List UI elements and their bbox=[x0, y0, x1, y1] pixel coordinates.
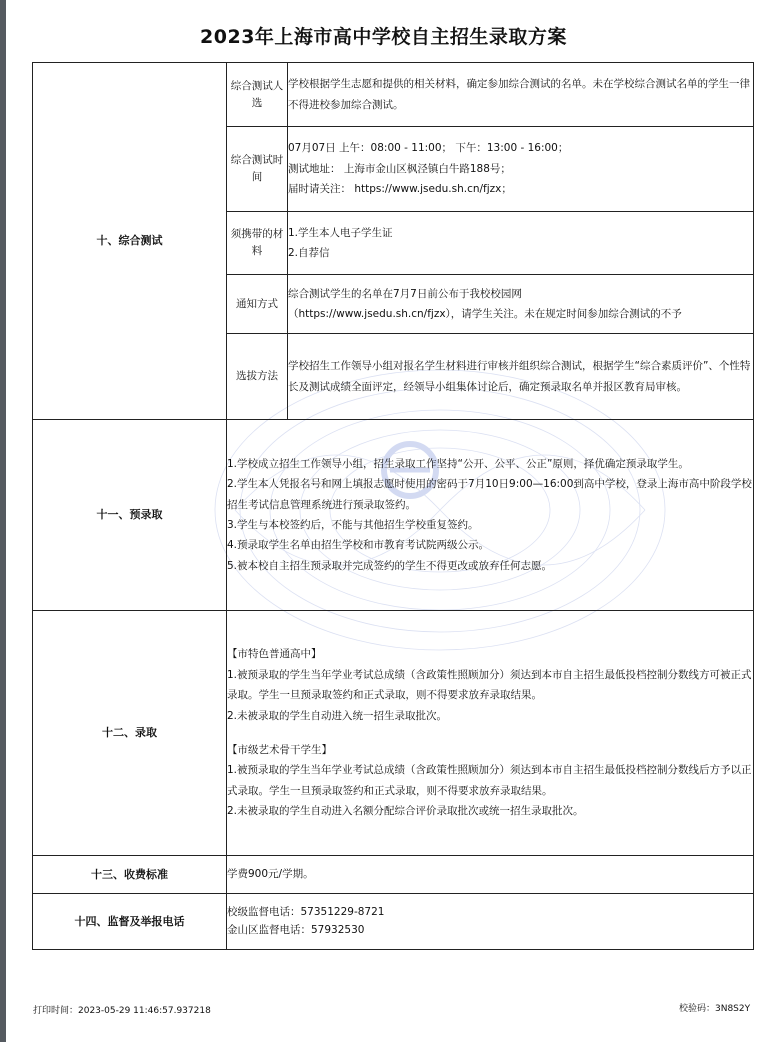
phone-district: 金山区监督电话：57932530 bbox=[227, 923, 365, 936]
text-line: 4.预录取学生名单由招生学校和市教育考试院两级公示。 bbox=[227, 539, 490, 552]
text-line: 07月07日 上午：08:00 - 11:00； 下午：13:00 - 16:00； bbox=[288, 142, 569, 155]
section-10-label: 十、综合测试 bbox=[33, 63, 227, 420]
section-12-label: 十二、录取 bbox=[33, 611, 227, 856]
section-13-content: 学费900元/学期。 bbox=[227, 856, 754, 894]
text-line: 学校招生工作领导小组对报名学生材料进行审核并组织综合测试，根据学生“综合素质评价”、个性特长及测试成绩全面评定，经领导小组集体讨论后，确定预录取名单并报区教育局审核。 bbox=[288, 360, 751, 393]
check-code: 校验码：3N8S2Y bbox=[679, 1004, 751, 1014]
document-title: 2023年上海市高中学校自主招生录取方案 bbox=[200, 26, 567, 48]
viewer-left-edge bbox=[0, 0, 6, 1042]
s10-row5-label: 选拔方法 bbox=[227, 334, 288, 420]
text-line: 3.学生与本校签约后，不能与其他招生学校重复签约。 bbox=[227, 519, 479, 531]
text-line: 2.自荐信 bbox=[288, 247, 330, 259]
text-line: 测试地址： 上海市金山区枫泾镇白牛路188号； bbox=[288, 162, 511, 175]
section-11-content bbox=[227, 420, 754, 611]
text-line: 5.被本校自主招生预录取并完成签约的学生不得更改或放弃任何志愿。 bbox=[227, 559, 553, 572]
text-line: 1.被预录取的学生当年学业考试总成绩（含政策性照顾加分）须达到本市自主招生最低投档控制分数线方可被正式录取。学生一旦预录取签约和正式录取，则不得要求放弃录取结果。 bbox=[227, 668, 752, 702]
s10-row3-label: 须携带的材料 bbox=[227, 212, 288, 275]
spacer bbox=[227, 726, 753, 740]
s10-row1-content bbox=[288, 63, 754, 127]
s10-row3-content bbox=[288, 212, 754, 275]
s10-row2-label: 综合测试时间 bbox=[227, 127, 288, 212]
admission-plan-table bbox=[32, 62, 754, 950]
text-line: 1.学校成立招生工作领导小组，招生录取工作坚持“公开、公平、公正”原则，择优确定预录取学生。 bbox=[227, 457, 689, 470]
text-line: 届时请关注： https://www.jsedu.sh.cn/fjzx； bbox=[288, 183, 512, 196]
text-line: （https://www.jsedu.sh.cn/fjzx），请学生关注。未在规定时间参加综合测试的不予 bbox=[288, 308, 682, 320]
section-14-content bbox=[227, 894, 754, 950]
phone-school: 校级监督电话：57351229-8721 bbox=[227, 905, 385, 918]
section-11-label: 十一、预录取 bbox=[33, 420, 227, 611]
text-line: 综合测试学生的名单在7月7日前公布于我校校园网 bbox=[288, 287, 522, 300]
s10-row4-label: 通知方式 bbox=[227, 275, 288, 334]
section-12-content bbox=[227, 611, 754, 856]
group-heading: 【市特色普通高中】 bbox=[227, 648, 322, 661]
section-14-label: 十四、监督及举报电话 bbox=[33, 894, 227, 950]
group-heading: 【市级艺术骨干学生】 bbox=[227, 744, 332, 756]
section-13-label: 十三、收费标准 bbox=[33, 856, 227, 894]
text-line: 学校根据学生志愿和提供的相关材料，确定参加综合测试的名单。未在学校综合测试名单的学生一律不得进校参加综合测试。 bbox=[288, 78, 750, 111]
print-time: 打印时间：2023-05-29 11:46:57.937218 bbox=[33, 1006, 211, 1016]
text-line: 1.被预录取的学生当年学业考试总成绩（含政策性照顾加分）须达到本市自主招生最低投档控制分数线后方予以正式录取。学生一旦预录取签约和正式录取，则不得要求放弃录取结果。 bbox=[227, 764, 752, 797]
text-line: 2.学生本人凭报名号和网上填报志愿时使用的密码于7月10日9:00—16:00到高中学校，登录上海市高中阶段学校招生考试信息管理系统进行预录取签约。 bbox=[227, 478, 752, 511]
text-line: 2.未被录取的学生自动进入名额分配综合评价录取批次或统一招生录取批次。 bbox=[227, 805, 584, 818]
text-line: 1.学生本人电子学生证 bbox=[288, 226, 393, 239]
s10-row2-content bbox=[288, 127, 754, 212]
s10-row5-content bbox=[288, 334, 754, 420]
s10-row4-content bbox=[288, 275, 754, 334]
s10-row1-label: 综合测试人选 bbox=[227, 63, 288, 127]
text-line: 2.未被录取的学生自动进入统一招生录取批次。 bbox=[227, 709, 448, 722]
